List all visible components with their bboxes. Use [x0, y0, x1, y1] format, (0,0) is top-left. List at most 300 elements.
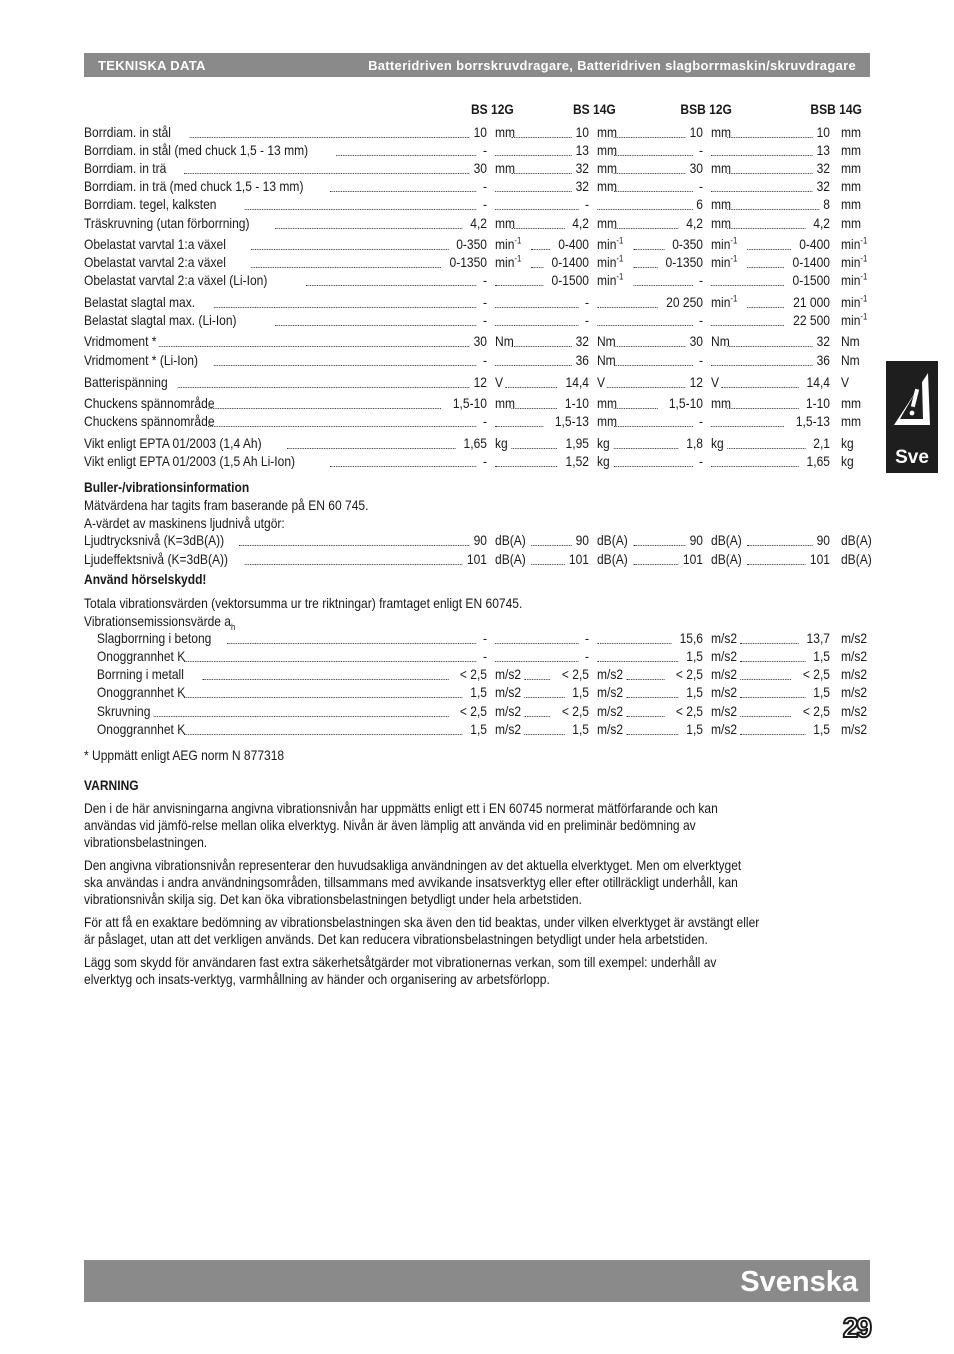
leader-dots: [711, 453, 798, 467]
leader-dots: [184, 648, 476, 662]
spec-unit: $\min^{-1}$: [596, 235, 624, 252]
leader-dots: [597, 312, 693, 326]
spec-value: -: [482, 453, 487, 469]
spec-label: Chuckens spännområde: [84, 413, 215, 429]
leader-dots: [633, 254, 657, 268]
spec-value: 30: [689, 333, 703, 349]
vibration-row: [84, 666, 870, 684]
header-right: Batteridriven borrskruvdragare, Batteridriven slagborrmaskin/skruvdragare: [368, 57, 856, 73]
leader-dots: [728, 435, 806, 449]
noise-unit: dB(A): [596, 532, 628, 548]
leader-dots: [525, 721, 565, 735]
spec-value: 1,8: [686, 435, 703, 451]
leader-dots: [208, 395, 441, 409]
spec-label: Borrdiam. in stål (med chuck 1,5 - 13 mm): [84, 142, 309, 158]
spec-label: Vikt enligt EPTA 01/2003 (1,5 Ah Li-Ion): [84, 453, 296, 469]
leader-dots: [177, 374, 469, 388]
spec-value: -: [584, 294, 589, 310]
vibration-value: < 2,5: [459, 703, 487, 719]
leader-dots: [633, 551, 678, 565]
spec-value: 32: [816, 178, 830, 194]
vibration-unit: m/s2: [840, 721, 868, 737]
spec-unit: $\min^{-1}$: [596, 271, 624, 288]
spec-label: Belastat slagtal max.: [84, 294, 196, 310]
leader-dots: [741, 630, 799, 644]
leader-dots: [531, 532, 571, 546]
spec-unit: kg: [710, 435, 724, 451]
leader-dots: [728, 196, 820, 210]
leader-dots: [597, 630, 671, 644]
vibration-value: < 2,5: [675, 703, 703, 719]
leader-dots: [614, 124, 686, 138]
spec-value: 0-1400: [792, 254, 830, 270]
spec-row: [84, 333, 870, 351]
noise-line-1: Mätvärdena har tagits fram baserande på EN 60 745.: [84, 497, 369, 513]
leader-dots: [614, 215, 679, 229]
vibration-value: < 2,5: [561, 666, 589, 682]
vibration-unit: m/s2: [710, 630, 738, 646]
spec-unit: mm: [596, 160, 618, 176]
spec-value: 1,95: [565, 435, 589, 451]
vibration-info: [84, 594, 760, 630]
spec-unit: mm: [840, 215, 862, 231]
spec-unit: kg: [596, 453, 610, 469]
leader-dots: [330, 453, 477, 467]
noise-line-2: A-värdet av maskinens ljudnivå utgör:: [84, 515, 285, 531]
leader-dots: [244, 196, 476, 210]
leader-dots: [728, 333, 813, 347]
leader-dots: [711, 178, 812, 192]
spec-value: 1,5-10: [668, 395, 703, 411]
vibration-unit: m/s2: [596, 684, 624, 700]
leader-dots: [633, 236, 664, 250]
warning-paragraph-1: Den i de här anvisningarna angivna vibrationsnivån har uppmätts enligt ett i EN 60745 normerat mätförfarande och kan användas vid jämfö-relse mellan olika elverktyg. Nivån är även lämplig att använda vid en preliminär bedömning av vibrationsbelastningen.: [84, 800, 718, 850]
spec-row: [84, 294, 870, 312]
leader-dots: [614, 453, 693, 467]
spec-unit: Nm: [840, 333, 860, 349]
vibration-value: 1,5: [572, 684, 589, 700]
spec-value: 6: [696, 196, 703, 212]
leader-dots: [614, 333, 686, 347]
language-tab-label: Sve: [895, 447, 929, 468]
noise-value: 101: [809, 551, 830, 567]
leader-dots: [495, 294, 579, 308]
vibration-value: < 2,5: [802, 703, 830, 719]
language-tab: [886, 361, 938, 473]
spec-unit: Nm: [710, 333, 730, 349]
vibration-value: 13,7: [806, 630, 830, 646]
vibration-value: 1,5: [686, 684, 703, 700]
vibration-unit: m/s2: [596, 721, 624, 737]
vibration-value: < 2,5: [459, 666, 487, 682]
spec-unit: mm: [596, 124, 618, 140]
noise-value: 101: [568, 551, 589, 567]
spec-label: Vikt enligt EPTA 01/2003 (1,4 Ah): [84, 435, 262, 451]
vibration-unit: m/s2: [494, 666, 522, 682]
leader-dots: [614, 435, 679, 449]
leader-dots: [251, 236, 449, 250]
spec-label: Belastat slagtal max. (Li-Ion): [84, 312, 237, 328]
vibration-value: -: [584, 648, 589, 664]
spec-unit: Nm: [596, 352, 616, 368]
leader-dots: [711, 352, 812, 366]
leader-dots: [741, 648, 806, 662]
leader-dots: [214, 294, 477, 308]
noise-value: 101: [466, 551, 487, 567]
leader-dots: [505, 374, 557, 388]
spec-unit: mm: [710, 160, 732, 176]
leader-dots: [287, 435, 455, 449]
leader-dots: [614, 178, 693, 192]
vibration-intro: Totala vibrationsvärden (vektorsumma ur tre riktningar) framtaget enligt EN 60745.: [84, 595, 523, 611]
hearing-warning: Använd hörselskydd!: [84, 571, 207, 587]
leader-dots: [495, 272, 543, 286]
leader-dots: [614, 142, 693, 156]
leader-dots: [275, 215, 462, 229]
spec-value: -: [698, 352, 703, 368]
spec-value: 12: [689, 374, 703, 390]
spec-value: 4,2: [686, 215, 703, 231]
spec-value: -: [482, 352, 487, 368]
leader-dots: [531, 236, 550, 250]
vibration-unit: m/s2: [840, 703, 868, 719]
leader-dots: [154, 703, 449, 717]
noise-value: 90: [816, 532, 830, 548]
spec-row: [84, 124, 870, 142]
leader-dots: [495, 352, 571, 366]
leader-dots: [741, 703, 792, 717]
vibration-value: 1,5: [813, 684, 830, 700]
spec-value: 36: [575, 352, 589, 368]
spec-unit: mm: [710, 395, 732, 411]
vibration-row: [84, 630, 870, 648]
noise-row: [84, 532, 870, 550]
noise-unit: dB(A): [494, 551, 526, 567]
noise-value: 90: [689, 532, 703, 548]
leader-dots: [244, 551, 462, 565]
spec-label: Obelastat varvtal 2:a växel: [84, 254, 226, 270]
spec-value: 8: [823, 196, 830, 212]
leader-dots: [747, 254, 784, 268]
vibration-value: 1,5: [686, 648, 703, 664]
spec-unit: mm: [596, 395, 618, 411]
warning-paragraph-4: Lägg som skydd för användaren fast extra säkerhetsåtgärder mot vibrationernas verkan, som till exempel: underhåll av elverktyg och insats-verktyg, varmhållning av händer och organisering av arbetsförlopp.: [84, 954, 717, 987]
spec-value: 1,52: [565, 453, 589, 469]
leader-dots: [275, 312, 476, 326]
spec-value: 13: [816, 142, 830, 158]
spec-value: -: [698, 142, 703, 158]
leader-dots: [614, 352, 693, 366]
spec-value: 13: [575, 142, 589, 158]
spec-unit: kg: [840, 453, 854, 469]
footer-language: Svenska: [740, 1266, 858, 1298]
spec-value: 32: [816, 333, 830, 349]
leader-dots: [627, 703, 665, 717]
spec-row: [84, 160, 870, 178]
vibration-unit: m/s2: [494, 684, 522, 700]
leader-dots: [614, 395, 658, 409]
noise-label: Ljudtrycksnivå (K=3dB(A)): [84, 532, 225, 548]
leader-dots: [597, 648, 678, 662]
vibration-value: < 2,5: [802, 666, 830, 682]
spec-value: 10: [816, 124, 830, 140]
leader-dots: [495, 178, 571, 192]
vibration-unit: m/s2: [840, 684, 868, 700]
leader-dots: [512, 333, 572, 347]
noise-unit: dB(A): [840, 551, 872, 567]
spec-label: Borrdiam. tegel, kalksten: [84, 196, 217, 212]
page-number: 29: [842, 1312, 870, 1343]
spec-unit: mm: [840, 142, 862, 158]
leader-dots: [183, 160, 469, 174]
vibration-label: Onoggrannhet K: [96, 684, 186, 700]
spec-unit: $\min^{-1}$: [596, 253, 624, 270]
vibration-unit: m/s2: [840, 648, 868, 664]
spec-unit: Nm: [840, 352, 860, 368]
leader-dots: [741, 684, 806, 698]
spec-value: -: [584, 196, 589, 212]
spec-unit: mm: [710, 196, 732, 212]
spec-unit: mm: [494, 124, 516, 140]
spec-value: 4,2: [572, 215, 589, 231]
column-head-3: BSB 12G: [680, 101, 732, 117]
vibration-label: Skruvning: [96, 703, 151, 719]
vibration-unit: m/s2: [596, 703, 624, 719]
column-head-2: BS 14G: [573, 101, 616, 117]
leader-dots: [208, 413, 477, 427]
leader-dots: [495, 453, 557, 467]
spec-unit: mm: [840, 124, 862, 140]
vibration-unit: m/s2: [596, 666, 624, 682]
spec-unit: mm: [840, 395, 862, 411]
spec-value: 30: [473, 333, 487, 349]
vibration-row: [84, 648, 870, 666]
vibration-value: 1,5: [470, 721, 487, 737]
spec-value: -: [482, 413, 487, 429]
spec-unit: $\min^{-1}$: [494, 235, 522, 252]
vibration-value: 1,5: [470, 684, 487, 700]
spec-value: -: [482, 294, 487, 310]
leader-dots: [251, 254, 442, 268]
leader-dots: [184, 721, 462, 735]
noise-unit: dB(A): [494, 532, 526, 548]
spec-value: -: [482, 196, 487, 212]
noise-unit: dB(A): [710, 551, 742, 567]
spec-value: 22 500: [793, 312, 830, 328]
spec-unit: mm: [596, 142, 618, 158]
spec-label: Borrdiam. in trä (med chuck 1,5 - 13 mm): [84, 178, 304, 194]
header-bar: [84, 53, 870, 77]
spec-value: 14,4: [565, 374, 589, 390]
spec-unit: Nm: [494, 333, 514, 349]
spec-value: -: [482, 312, 487, 328]
spec-unit: mm: [494, 215, 516, 231]
leader-dots: [607, 374, 685, 388]
leader-dots: [202, 666, 448, 680]
spec-unit: kg: [596, 435, 610, 451]
leader-dots: [747, 294, 784, 308]
spec-value: 1-10: [564, 395, 589, 411]
vibration-unit: m/s2: [840, 666, 868, 682]
spec-value: 20 250: [666, 294, 703, 310]
spec-unit: mm: [840, 178, 862, 194]
spec-value: 36: [816, 352, 830, 368]
spec-unit: $\min^{-1}$: [710, 293, 738, 310]
leader-dots: [614, 413, 693, 427]
spec-unit: $\min^{-1}$: [710, 235, 738, 252]
spec-unit: $\min^{-1}$: [840, 271, 868, 288]
leader-dots: [728, 215, 806, 229]
leader-dots: [747, 551, 805, 565]
spec-value: -: [698, 272, 703, 288]
spec-value: 1-10: [805, 395, 830, 411]
leader-dots: [525, 684, 565, 698]
vibration-value: -: [482, 648, 487, 664]
spec-value: 0-1500: [792, 272, 830, 288]
vibration-value: 1,5: [686, 721, 703, 737]
leader-dots: [747, 532, 812, 546]
vibration-value: < 2,5: [675, 666, 703, 682]
spec-value: 0-1350: [449, 254, 487, 270]
leader-dots: [711, 142, 812, 156]
leader-dots: [627, 721, 679, 735]
column-head-1: BS 12G: [471, 101, 514, 117]
footer-bar: [84, 1260, 870, 1302]
spec-label: Borrdiam. in stål: [84, 124, 171, 140]
spec-row: [84, 254, 870, 272]
leader-dots: [512, 160, 572, 174]
spec-value: 0-1400: [551, 254, 589, 270]
vibration-unit: m/s2: [710, 703, 738, 719]
spec-value: 1,65: [806, 453, 830, 469]
warning-paragraph-3: För att få en exaktare bedömning av vibrationsbelastningen ska även den tid beaktas, under vilken elverktyget är avstängt eller är påslaget, utan att det verkligen används. Det kan reducera vibrationsbelastningen betydligt under hela arbetstiden.: [84, 914, 760, 947]
spec-value: -: [584, 312, 589, 328]
leader-dots: [597, 196, 693, 210]
spec-value: 12: [473, 374, 487, 390]
spec-label: Borrdiam. in trä: [84, 160, 167, 176]
vibration-unit: m/s2: [710, 648, 738, 664]
leader-dots: [495, 630, 579, 644]
spec-unit: mm: [840, 160, 862, 176]
leader-dots: [512, 124, 572, 138]
vibration-value: -: [482, 630, 487, 646]
spec-value: 32: [816, 160, 830, 176]
leader-dots: [711, 272, 784, 286]
spec-value: -: [482, 142, 487, 158]
vibration-row: [84, 721, 870, 739]
spec-row: [84, 236, 870, 254]
vibration-label: Onoggrannhet K: [96, 721, 186, 737]
vibration-value: 1,5: [813, 648, 830, 664]
leader-dots: [741, 721, 806, 735]
measurement-footnote: * Uppmätt enligt AEG norm N 877318: [84, 747, 285, 763]
spec-value: 0-1350: [665, 254, 703, 270]
spec-value: 1,5-10: [452, 395, 487, 411]
vibration-value: -: [584, 630, 589, 646]
spec-label: Obelastat varvtal 2:a växel (Li-Ion): [84, 272, 268, 288]
spec-unit: mm: [840, 413, 862, 429]
spec-label: Obelastat varvtal 1:a växel: [84, 236, 226, 252]
spec-row: [84, 142, 870, 160]
leader-dots: [512, 215, 565, 229]
noise-unit: dB(A): [710, 532, 742, 548]
spec-value: 10: [575, 124, 589, 140]
vibration-label: Onoggrannhet K: [96, 648, 186, 664]
vibration-unit: m/s2: [494, 721, 522, 737]
leader-dots: [512, 395, 558, 409]
leader-dots: [597, 294, 657, 308]
noise-label: Ljudeffektsnivå (K=3dB(A)): [84, 551, 229, 567]
leader-dots: [495, 312, 579, 326]
spec-unit: V: [840, 374, 850, 390]
vibration-label: Slagborrning i betong: [96, 630, 212, 646]
spec-unit: mm: [710, 215, 732, 231]
spec-value: 4,2: [813, 215, 830, 231]
spec-row: [84, 178, 870, 196]
noise-info: [84, 478, 760, 532]
leader-dots: [711, 413, 784, 427]
leader-dots: [159, 333, 469, 347]
spec-label: Vridmoment * (Li-Ion): [84, 352, 198, 368]
spec-unit: Nm: [596, 333, 616, 349]
spec-value: 32: [575, 160, 589, 176]
spec-value: 10: [473, 124, 487, 140]
spec-label: Batterispänning: [84, 374, 168, 390]
spec-row: [84, 312, 870, 330]
vibration-value: 1,5: [572, 721, 589, 737]
spec-unit: mm: [494, 395, 516, 411]
leader-dots: [306, 272, 477, 286]
leader-dots: [728, 160, 813, 174]
spec-value: 0-400: [558, 236, 589, 252]
leader-dots: [512, 435, 558, 449]
noise-value: 90: [575, 532, 589, 548]
spec-label: Vridmoment *: [84, 333, 157, 349]
spec-value: 0-350: [672, 236, 703, 252]
spec-value: 0-350: [456, 236, 487, 252]
spec-row: [84, 453, 870, 471]
spec-row: [84, 272, 870, 290]
spec-unit: $\min^{-1}$: [710, 253, 738, 270]
leader-dots: [495, 142, 571, 156]
vibration-unit: m/s2: [710, 684, 738, 700]
spec-value: -: [482, 178, 487, 194]
warning-paragraph-2: Den angivna vibrationsnivån representerar den huvudsakliga användningen av det aktuella elverktyget. Men om elverktyget ska användas i andra användningsområden, tillsammans med avvikande insatsverktyg eller efter otillräckligt underhåll, kan vibrationsnivån skilja sig. Det kan öka vibrationsbelastningen betydligt under hela arbetstiden.: [84, 857, 742, 907]
leader-dots: [531, 551, 564, 565]
leader-dots: [531, 254, 543, 268]
spec-value: 10: [689, 124, 703, 140]
spec-unit: mm: [596, 215, 618, 231]
column-head-4: BSB 14G: [810, 101, 862, 117]
leader-dots: [525, 703, 551, 717]
leader-dots: [711, 312, 784, 326]
spec-unit: V: [596, 374, 606, 390]
leader-dots: [741, 666, 792, 680]
leader-dots: [633, 532, 685, 546]
spec-row: [84, 413, 870, 431]
spec-unit: kg: [840, 435, 854, 451]
spec-unit: mm: [710, 124, 732, 140]
vibration-unit: m/s2: [494, 703, 522, 719]
spec-value: 0-400: [799, 236, 830, 252]
warning-title: VARNING: [84, 777, 139, 793]
spec-unit: $\min^{-1}$: [840, 293, 868, 310]
noise-value: 90: [473, 532, 487, 548]
leader-dots: [721, 374, 798, 388]
vibration-unit: m/s2: [710, 666, 738, 682]
spec-label: Chuckens spännområde: [84, 395, 215, 411]
leader-dots: [747, 236, 791, 250]
